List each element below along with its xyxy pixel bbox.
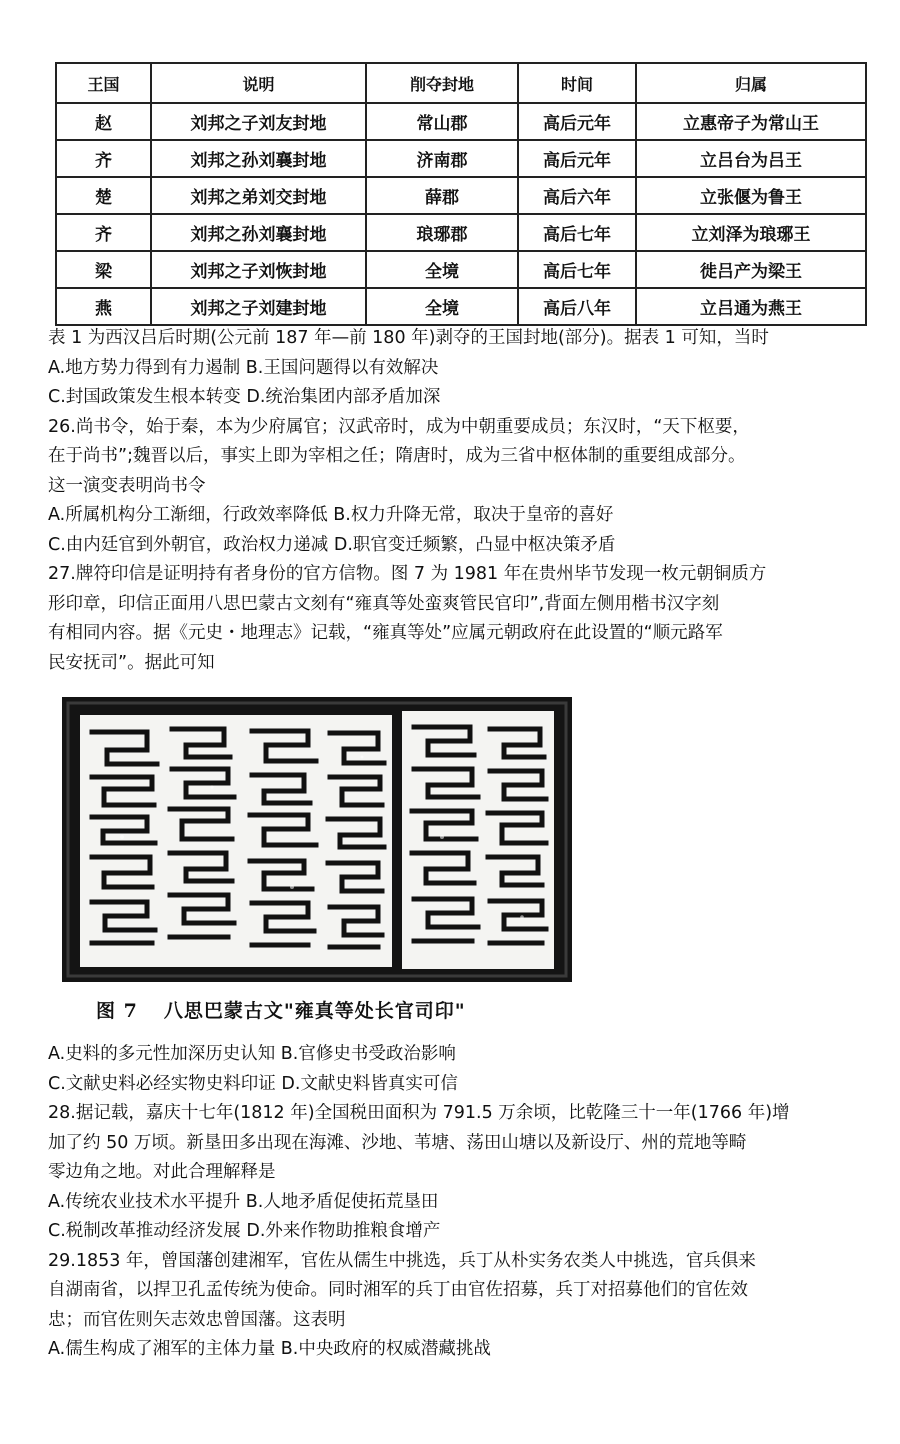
table-cell: 刘邦之子刘友封地: [151, 103, 366, 140]
q25-stem: 表 1 为西汉吕后时期(公元前 187 年—前 180 年)剥夺的王国封地(部分)。据表 1 可知，当时: [48, 328, 769, 348]
table-cell: 刘邦之子刘建封地: [151, 288, 366, 325]
q26-stem-line: 这一演变表明尚书令: [48, 475, 206, 496]
table-cell: 刘邦之孙刘襄封地: [151, 140, 366, 177]
header-kingdom: 王国: [56, 63, 151, 103]
q25-options-cd: C.封国政策发生根本转变 D.统治集团内部矛盾加深: [48, 387, 441, 407]
figure-caption: [96, 996, 566, 1023]
figure-number: 图 7: [96, 1000, 138, 1022]
fief-table: [55, 62, 867, 326]
table-cell: 立吕通为燕王: [636, 288, 866, 325]
q25-options-ab: A.地方势力得到有力遏制 B.王国问题得以有效解决: [48, 357, 439, 378]
q26-options-ab: A.所属机构分工渐细，行政效率降低 B.权力升降无常，取决于皇帝的喜好: [48, 505, 614, 525]
table-cell: 琅琊郡: [366, 214, 518, 251]
q28-options-ab: A.传统农业技术水平提升 B.人地矛盾促使拓荒垦田: [48, 1191, 439, 1212]
questions-block-lower: [48, 1040, 860, 1365]
table-cell: 立吕台为吕王: [636, 140, 866, 177]
q27-options-ab: A.史料的多元性加深历史认知 B.官修史书受政治影响: [48, 1044, 456, 1064]
table-cell: 全境: [366, 288, 518, 325]
table-cell: 高后七年: [518, 251, 636, 288]
table-cell: 立惠帝子为常山王: [636, 103, 866, 140]
q29-stem-line: 自湖南省，以捍卫孔孟传统为使命。同时湘军的兵丁由官佐招募，兵丁对招募他们的官佐效: [48, 1280, 748, 1300]
q28-options-cd: C.税制改革推动经济发展 D.外来作物助推粮食增产: [48, 1221, 441, 1241]
table-cell: 齐: [56, 140, 151, 177]
table-row: [56, 177, 866, 214]
table-cell: 立张偃为鲁王: [636, 177, 866, 214]
table-cell: 楚: [56, 177, 151, 214]
figure-title: 八思巴蒙古文"雍真等处长官司印": [163, 1000, 466, 1022]
q29-stem-line: 忠；而官佐则矢志效忠曾国藩。这表明: [48, 1309, 346, 1330]
table-cell: 刘邦之子刘恢封地: [151, 251, 366, 288]
table-cell: 高后七年: [518, 214, 636, 251]
q27-stem-line: 有相同内容。据《元史・地理志》记载，“雍真等处”应属元朝政府在此设置的“顺元路军: [48, 623, 723, 643]
header-seized-land: 削夺封地: [366, 63, 518, 103]
q26-stem-line: 在于尚书”;魏晋以后，事实上即为宰相之任；隋唐时，成为三省中枢体制的重要组成部分。: [48, 446, 746, 466]
table-cell: 赵: [56, 103, 151, 140]
table-cell: 高后八年: [518, 288, 636, 325]
table-header-row: [56, 63, 866, 103]
table-row: [56, 214, 866, 251]
q26-options-cd: C.由内廷官到外朝官，政治权力递减 D.职官变迁频繁，凸显中枢决策矛盾: [48, 534, 616, 555]
table-cell: 燕: [56, 288, 151, 325]
table-row: [56, 251, 866, 288]
table-row: [56, 140, 866, 177]
table-cell: 高后元年: [518, 103, 636, 140]
q26-stem-line: 26.尚书令，始于秦，本为少府属官；汉武帝时，成为中朝重要成员；东汉时，“天下枢要，: [48, 416, 750, 437]
q29-stem-line: 29.1853 年，曾国藩创建湘军，官佐从儒生中挑选，兵丁从朴实务农类人中挑选，官兵俱来: [48, 1250, 756, 1271]
header-ownership: 归属: [636, 63, 866, 103]
q29-options-ab: A.儒生构成了湘军的主体力量 B.中央政府的权威潜藏挑战: [48, 1339, 491, 1359]
q28-stem-line: 零边角之地。对此合理解释是: [48, 1162, 276, 1182]
q28-stem-line: 28.据记载，嘉庆十七年(1812 年)全国税田面积为 791.5 万余顷，比乾隆三十一年(1766 年)增: [48, 1103, 790, 1123]
table-cell: 高后六年: [518, 177, 636, 214]
table-cell: 齐: [56, 214, 151, 251]
header-description: 说明: [151, 63, 366, 103]
table-row: [56, 288, 866, 325]
table-cell: 刘邦之弟刘交封地: [151, 177, 366, 214]
table-cell: 高后元年: [518, 140, 636, 177]
table-row: [56, 103, 866, 140]
header-time: 时间: [518, 63, 636, 103]
q27-stem-line: 民安抚司”。据此可知: [48, 652, 215, 673]
table-cell: 全境: [366, 251, 518, 288]
q27-options-cd: C.文献史料必经实物史料印证 D.文献史料皆真实可信: [48, 1073, 458, 1094]
table-cell: 刘邦之孙刘襄封地: [151, 214, 366, 251]
table-cell: 济南郡: [366, 140, 518, 177]
table-cell: 徙吕产为梁王: [636, 251, 866, 288]
table-cell: 立刘泽为琅琊王: [636, 214, 866, 251]
questions-block-upper: [48, 324, 860, 678]
phagspa-seal-image: [62, 697, 572, 982]
table-cell: 薛郡: [366, 177, 518, 214]
table-cell: 常山郡: [366, 103, 518, 140]
q28-stem-line: 加了约 50 万顷。新垦田多出现在海滩、沙地、苇塘、荡田山塘以及新设厅、州的荒地等畸: [48, 1132, 747, 1153]
table-cell: 梁: [56, 251, 151, 288]
q27-stem-line: 形印章，印信正面用八思巴蒙古文刻有“雍真等处蛮爽管民官印”,背面左侧用楷书汉字刻: [48, 593, 720, 614]
q27-stem-line: 27.牌符印信是证明持有者身份的官方信物。图 7 为 1981 年在贵州毕节发现一枚元朝铜质方: [48, 564, 767, 584]
